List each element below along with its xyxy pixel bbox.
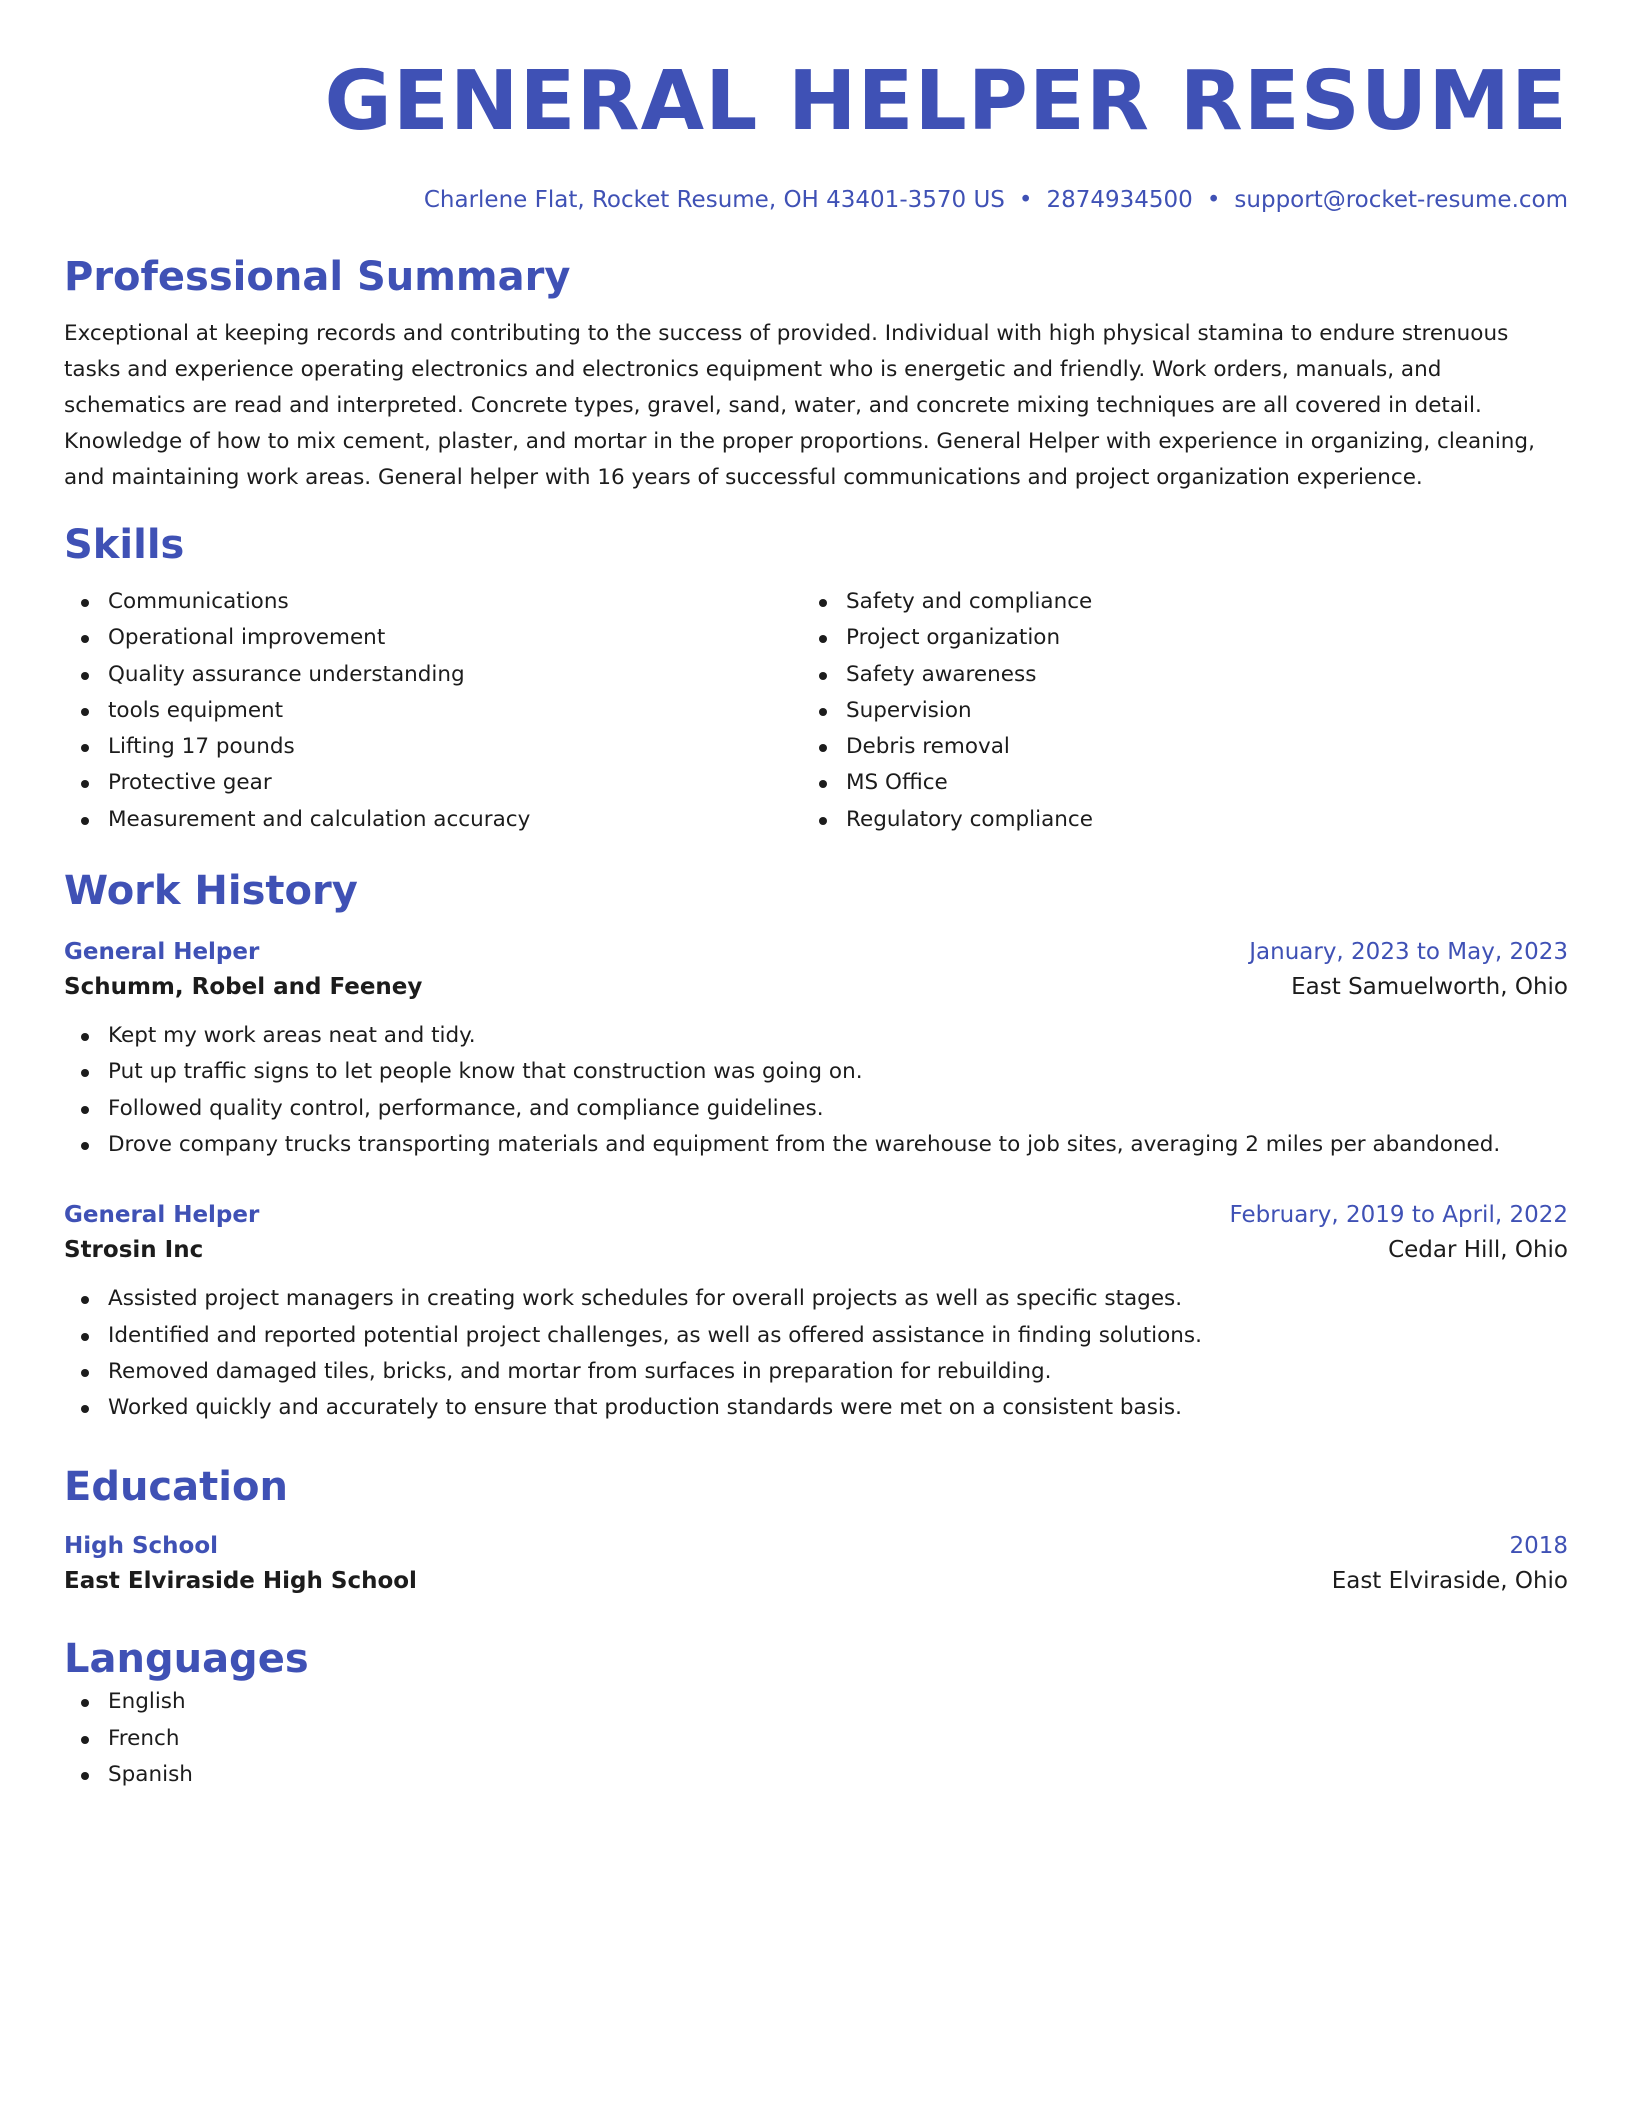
job-duty: Identified and reported potential project challenges, as well as offered assistance in finding solutions. [64,1318,1568,1354]
skill-item: MS Office [802,765,1540,801]
education-entry [64,1530,1568,1600]
skills-heading: Skills [64,522,185,568]
skill-item: Operational improvement [64,620,802,656]
job-title: General Helper [64,1202,260,1229]
skill-item: Safety and compliance [802,584,1540,620]
education-degree: High School [64,1533,219,1560]
job-title: General Helper [64,939,260,966]
languages-list [64,1684,1568,1793]
language-item: Spanish [64,1757,1568,1793]
job-duty: Assisted project managers in creating work schedules for overall projects as well as specific stages. [64,1281,1568,1317]
skill-item: Quality assurance understanding [64,657,802,693]
education-location: East Elviraside, Ohio [1331,1568,1568,1595]
skill-item: tools equipment [64,693,802,729]
job-company: Strosin Inc [64,1237,204,1264]
job-title-row [64,936,1568,968]
skill-item: Debris removal [802,729,1540,765]
job-company: Schumm, Robel and Feeney [64,974,423,1001]
languages-heading: Languages [64,1636,309,1683]
job-duty: Put up traffic signs to let people know that construction was going on. [64,1054,1568,1090]
job-title-row [64,1199,1568,1231]
job-duty: Kept my work areas neat and tidy. [64,1018,1568,1054]
job-duties-list [64,1018,1568,1163]
job-dates: February, 2019 to April, 2022 [1229,1202,1568,1229]
summary-text: Exceptional at keeping records and contributing to the success of provided. Individual with high physical stamina to endure strenuous tasks and experience operating electronics and electronics equipment who is energetic and friendly. Work orders, manuals, and schematics are read and interpreted. Concrete types, gravel, sand, water, and concrete mixing techniques are all covered in detail. Knowledge of how to mix cement, plaster, and mortar in the proper proportions. General Helper with experience in organizing, cleaning, and maintaining work areas. General helper with 16 years of successful communications and project organization experience. [64,321,1535,490]
job-location: East Samuelworth, Ohio [1291,974,1568,1001]
skill-item: Communications [64,584,802,620]
skills-column-right [802,584,1540,838]
skills-list-left [64,584,802,838]
education-school: East Elviraside High School [64,1568,417,1595]
job-company-row [64,1231,1568,1269]
job-dates: January, 2023 to May, 2023 [1249,939,1568,966]
skill-item: Safety awareness [802,657,1540,693]
skill-item: Regulatory compliance [802,802,1540,838]
skills-list-right [802,584,1540,838]
job-duty: Worked quickly and accurately to ensure that production standards were met on a consistent basis. [64,1390,1568,1426]
skills-columns [64,584,1568,838]
contact-phone: 2874934500 [1046,187,1193,213]
skill-item: Measurement and calculation accuracy [64,802,802,838]
skill-item: Lifting 17 pounds [64,729,802,765]
job-duty: Removed damaged tiles, bricks, and mortar from surfaces in preparation for rebuilding. [64,1354,1568,1390]
language-item: English [64,1684,1568,1720]
job-entry [64,936,1568,1163]
contact-email: support@rocket-resume.com [1234,187,1568,213]
job-duties-list [64,1281,1568,1426]
contact-separator: • [1018,187,1033,213]
summary-heading: Professional Summary [64,254,571,300]
job-duty: Followed quality control, performance, and compliance guidelines. [64,1091,1568,1127]
education-heading: Education [64,1464,288,1511]
job-duty: Drove company trucks transporting materials and equipment from the warehouse to job sites, averaging 2 miles per abandoned. [64,1127,1568,1163]
skill-item: Project organization [802,620,1540,656]
job-company-row [64,968,1568,1006]
skill-item: Supervision [802,693,1540,729]
education-school-row [64,1562,1568,1600]
language-item: French [64,1721,1568,1757]
job-location: Cedar Hill, Ohio [1388,1237,1568,1264]
job-entry [64,1199,1568,1426]
work-history-heading: Work History [64,868,358,915]
education-year: 2018 [1509,1533,1568,1560]
contact-line [64,184,1568,216]
contact-separator: • [1206,187,1221,213]
skills-column-left [64,584,802,838]
skill-item: Protective gear [64,765,802,801]
contact-address: Charlene Flat, Rocket Resume, OH 43401-3570 US [423,187,1005,213]
resume-title: GENERAL HELPER RESUME [324,54,1568,149]
education-degree-row [64,1530,1568,1562]
